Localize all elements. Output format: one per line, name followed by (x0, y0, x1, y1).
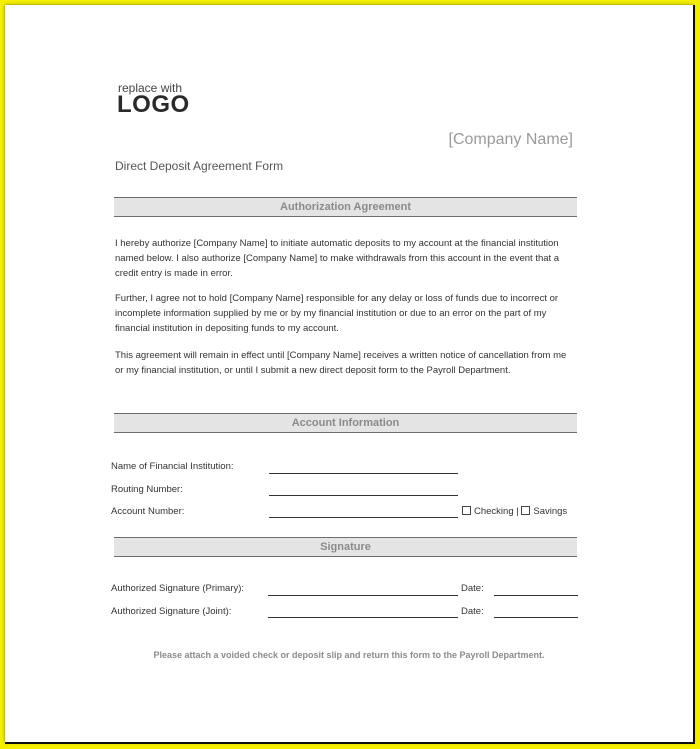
savings-checkbox[interactable] (521, 506, 530, 515)
section-signature-header: Signature (114, 537, 577, 557)
option-separator: | (516, 506, 519, 517)
institution-label: Name of Financial Institution: (111, 461, 234, 472)
footer-instruction: Please attach a voided check or deposit slip and return this form to the Payroll Department. (153, 650, 545, 660)
primary-signature-label: Authorized Signature (Primary): (111, 583, 245, 594)
account-type-options (462, 506, 567, 517)
joint-signature-field[interactable] (268, 617, 458, 618)
authorization-paragraph-3: This agreement will remain in effect until [Company Name] receives a written notice of cancellation from me or my financial institution, or until I submit a new direct deposit form to the Payroll Department. (115, 350, 567, 376)
form-title: Direct Deposit Agreement Form (115, 159, 284, 173)
authorization-paragraph-1: I hereby authorize [Company Name] to initiate automatic deposits to my account at the financial institution named below. I also authorize [Company Name] to make withdrawals from this account in the event that a credit entry is made in error. (115, 238, 560, 279)
primary-signature-field[interactable] (268, 595, 458, 596)
primary-date-label: Date: (461, 583, 484, 594)
logo-caption: replace with (118, 81, 183, 95)
company-name: [Company Name] (448, 131, 573, 148)
section-account-header: Account Information (114, 413, 577, 433)
section-authorization-header: Authorization Agreement (114, 197, 577, 217)
routing-number-field[interactable] (269, 495, 458, 496)
savings-label: Savings (533, 506, 568, 517)
checking-checkbox[interactable] (462, 506, 471, 515)
routing-number-label: Routing Number: (111, 484, 183, 495)
institution-field[interactable] (269, 473, 458, 474)
account-number-field[interactable] (269, 517, 458, 518)
joint-date-field[interactable] (494, 617, 578, 618)
primary-date-field[interactable] (494, 595, 578, 596)
authorization-paragraph-2: Further, I agree not to hold [Company Name] responsible for any delay or loss of funds due to incorrect or incomplete information supplied by me or by my financial institution or due to an error on the part of my financial institution in depositing funds to my account. (115, 293, 559, 334)
joint-signature-label: Authorized Signature (Joint): (111, 606, 232, 617)
joint-date-label: Date: (461, 606, 484, 617)
form-page (5, 5, 693, 742)
account-number-label: Account Number: (111, 506, 185, 517)
logo-placeholder: LOGO (117, 91, 190, 118)
checking-label: Checking (474, 506, 514, 517)
